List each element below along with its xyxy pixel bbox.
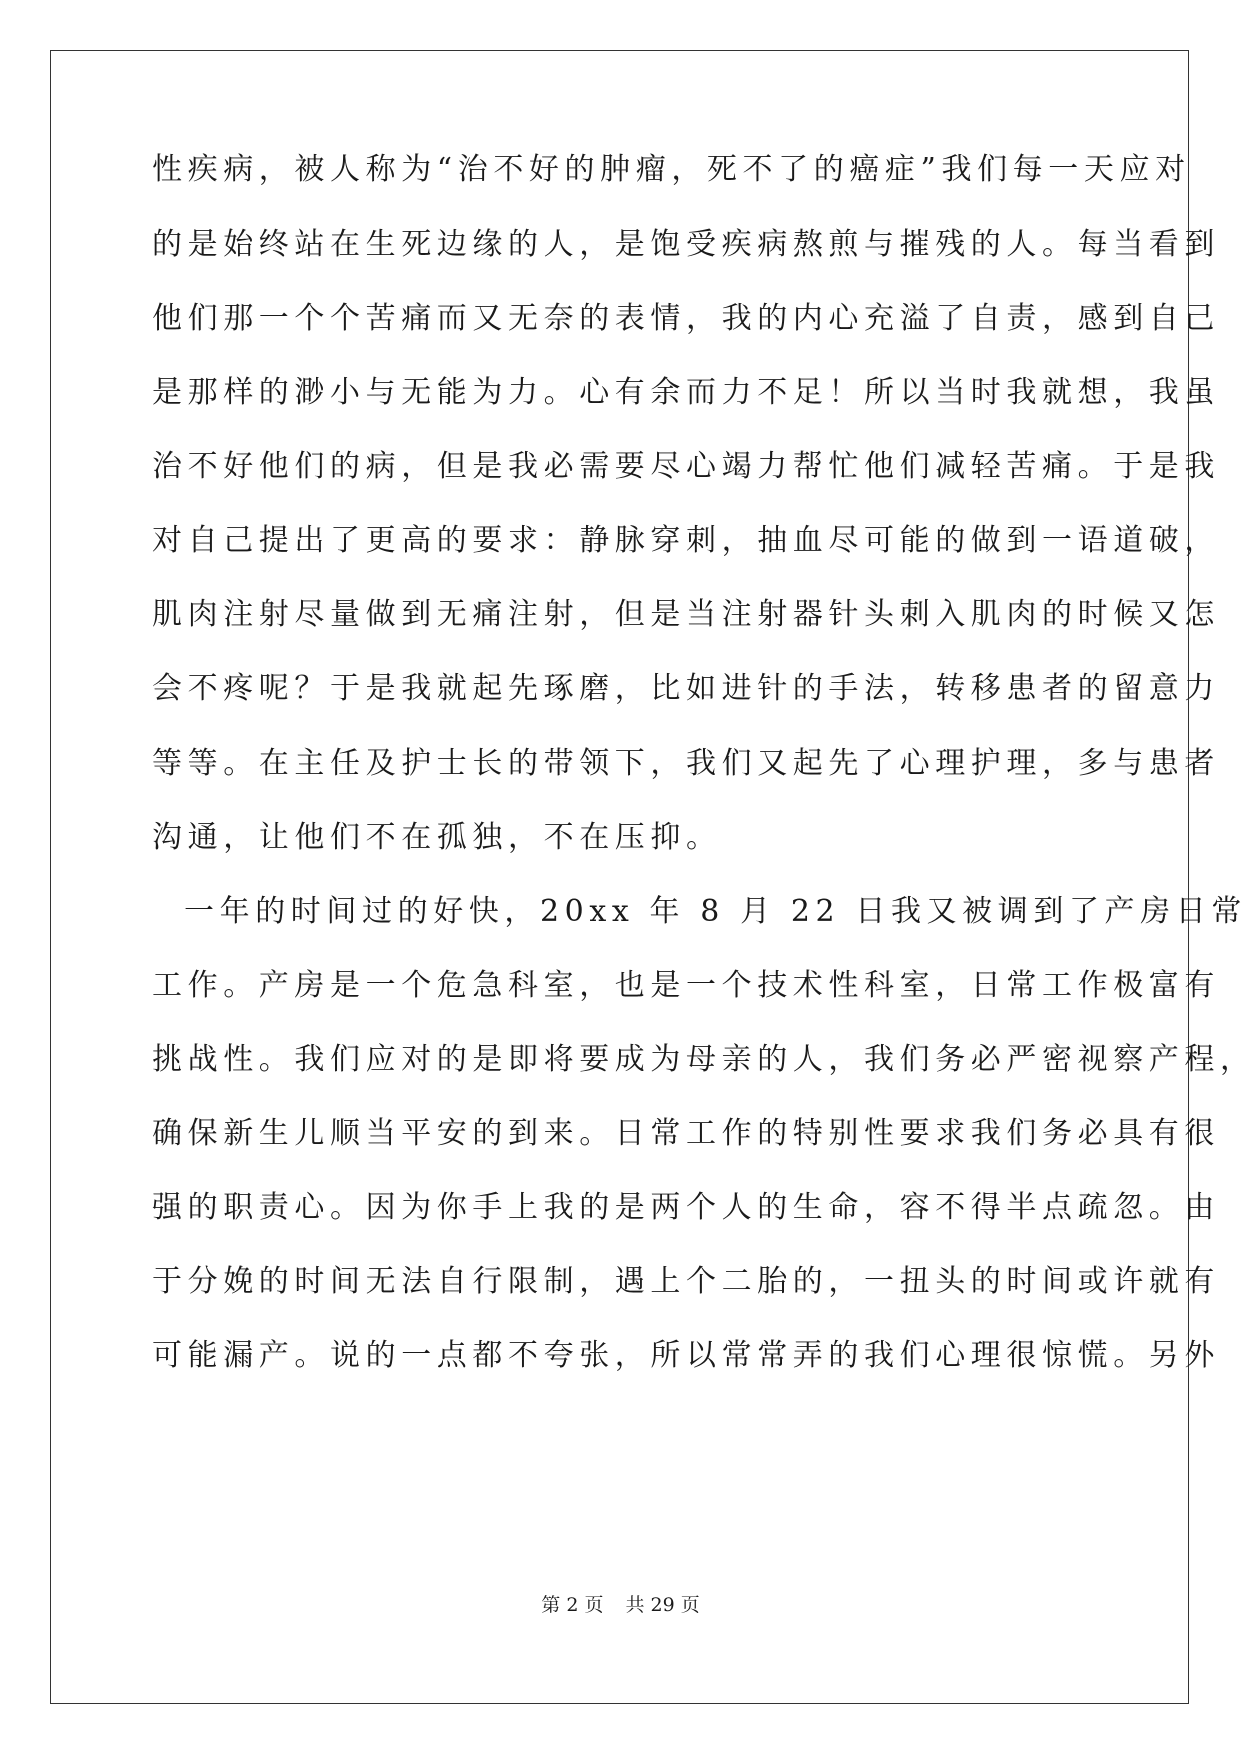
- text-line: 强的职责心。因为你手上我的是两个人的生命，容不得半点疏忽。由: [152, 1190, 1220, 1225]
- text-line: 沟通，让他们不在孤独，不在压抑。: [152, 820, 722, 855]
- page-footer: [0, 1590, 1241, 1620]
- text-line: 治不好他们的病，但是我必需要尽心竭力帮忙他们减轻苦痛。于是我: [152, 449, 1220, 484]
- paragraph-first-line: 一年的时间过的好快，20xx 年 8 月 22 日我又被调到了产房日常: [184, 894, 1247, 929]
- text-line: 肌肉注射尽量做到无痛注射，但是当注射器针头刺入肌肉的时候又怎: [152, 597, 1220, 632]
- page-total: 共 29 页: [625, 1594, 700, 1616]
- text-line: 挑战性。我们应对的是即将要成为母亲的人，我们务必严密视察产程，: [152, 1042, 1256, 1077]
- text-line: 是那样的渺小与无能为力。心有余而力不足！所以当时我就想，我虽: [152, 375, 1220, 410]
- page-number: 第 2 页: [541, 1594, 604, 1616]
- text-line: 的是始终站在生死边缘的人，是饱受疾病熬煎与摧残的人。每当看到: [152, 227, 1220, 262]
- text-line: 对自己提出了更高的要求：静脉穿刺，抽血尽可能的做到一语道破，: [152, 523, 1220, 558]
- text-line: 可能漏产。说的一点都不夸张，所以常常弄的我们心理很惊慌。另外: [152, 1338, 1220, 1373]
- text-line: 他们那一个个苦痛而又无奈的表情，我的内心充溢了自责，感到自己: [152, 301, 1220, 336]
- text-line: 性疾病，被人称为“治不好的肿瘤，死不了的癌症”我们每一天应对: [152, 152, 1191, 187]
- text-line: 工作。产房是一个危急科室，也是一个技术性科室，日常工作极富有: [152, 968, 1220, 1003]
- text-line: 确保新生儿顺当平安的到来。日常工作的特别性要求我们务必具有很: [152, 1116, 1220, 1151]
- text-line: 于分娩的时间无法自行限制，遇上个二胎的，一扭头的时间或许就有: [152, 1264, 1220, 1299]
- text-line: 会不疼呢？于是我就起先琢磨，比如进针的手法，转移患者的留意力: [152, 671, 1220, 706]
- text-line: 等等。在主任及护士长的带领下，我们又起先了心理护理，多与患者: [152, 746, 1220, 781]
